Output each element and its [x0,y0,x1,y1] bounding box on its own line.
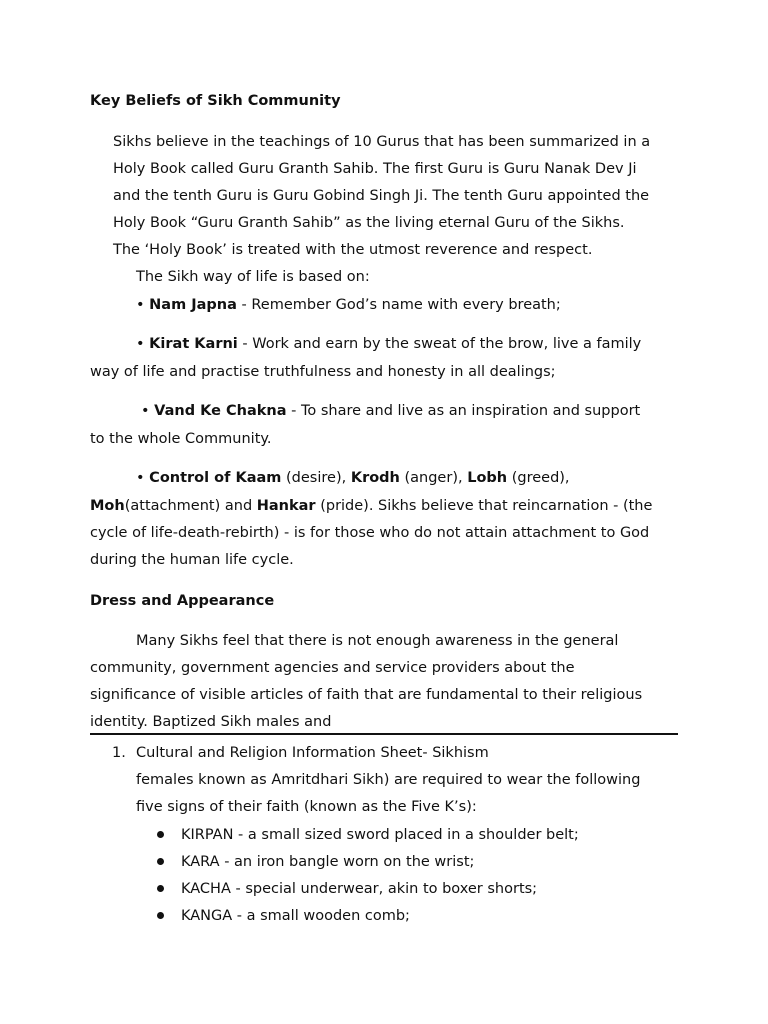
belief-kirat-karni [136,335,641,353]
dress-line: identity. Baptized Sikh males and [90,714,332,730]
intro-line: The ‘Holy Book’ is treated with the utmost reverence and respect. [113,242,593,258]
bullet-dot-icon [157,858,164,865]
bullet-glyph: • [136,336,150,352]
belief-text: - To share and live as an inspiration and support [286,403,641,419]
belief-term: Nam Japna [149,297,237,313]
control-line-4: during the human life cycle. [90,552,294,568]
control-line-3: cycle of life-death-rebirth) - is for those who do not attain attachment to God [90,525,650,541]
continuation-line: females known as Amritdhari Sikh) are required to wear the following [136,772,641,788]
control-text: (attachment) and [124,498,257,514]
control-text: (greed), [507,470,570,486]
dress-line: community, government agencies and service providers about the [90,660,575,676]
way-of-life-line: The Sikh way of life is based on: [136,269,370,285]
belief-continuation: way of life and practise truthfulness and honesty in all dealings; [90,364,556,380]
continuation-line: five signs of their faith (known as the Five K’s): [136,799,477,815]
footnote-title: Cultural and Religion Information Sheet- Sikhism [136,745,489,761]
term-krodh: Krodh [350,470,400,486]
control-text: (desire), [281,470,351,486]
belief-nam-japna [136,296,561,314]
intro-line: Sikhs believe in the teachings of 10 Gurus that has been summarized in a [113,134,651,150]
five-k-item-kacha: KACHA - special underwear, akin to boxer shorts; [181,881,538,897]
footnote-divider [90,733,678,735]
term-hankar: Hankar [256,498,316,514]
control-line-2 [90,497,652,515]
five-k-item-kara: KARA - an iron bangle worn on the wrist; [181,854,475,870]
intro-line: and the tenth Guru is Guru Gobind Singh Ji. The tenth Guru appointed the [113,188,650,204]
term-lobh: Lobh [467,470,508,486]
control-text: (pride). Sikhs believe that reincarnation - (the [315,498,653,514]
dress-line: Many Sikhs feel that there is not enough awareness in the general [136,633,619,649]
belief-vand-ke-chakna [141,402,640,420]
bullet-dot-icon [157,885,164,892]
belief-text: - Remember God’s name with every breath; [236,297,561,313]
five-k-item-kirpan: KIRPAN - a small sized sword placed in a shoulder belt; [181,827,579,843]
heading-key-beliefs: Key Beliefs of Sikh Community [90,93,341,109]
heading-dress-appearance: Dress and Appearance [90,593,275,609]
belief-term: Kirat Karni [149,336,238,352]
bullet-glyph: • [136,297,150,313]
dress-line: significance of visible articles of faith that are fundamental to their religious [90,687,643,703]
term-moh: Moh [90,498,125,514]
intro-line: Holy Book called Guru Granth Sahib. The first Guru is Guru Nanak Dev Ji [113,161,637,177]
control-text: (anger), [399,470,468,486]
bullet-dot-icon [157,831,164,838]
bullet-glyph: • [141,403,155,419]
footnote-number: 1. [112,745,126,761]
five-k-item-kanga: KANGA - a small wooden comb; [181,908,410,924]
belief-continuation: to the whole Community. [90,431,272,447]
intro-line: Holy Book “Guru Granth Sahib” as the living eternal Guru of the Sikhs. [113,215,625,231]
belief-term: Vand Ke Chakna [154,403,287,419]
belief-text: - Work and earn by the sweat of the brow, live a family [237,336,642,352]
belief-control [136,469,570,487]
bullet-glyph: • [136,470,150,486]
bullet-dot-icon [157,912,164,919]
term-kaam: Control of Kaam [149,470,282,486]
